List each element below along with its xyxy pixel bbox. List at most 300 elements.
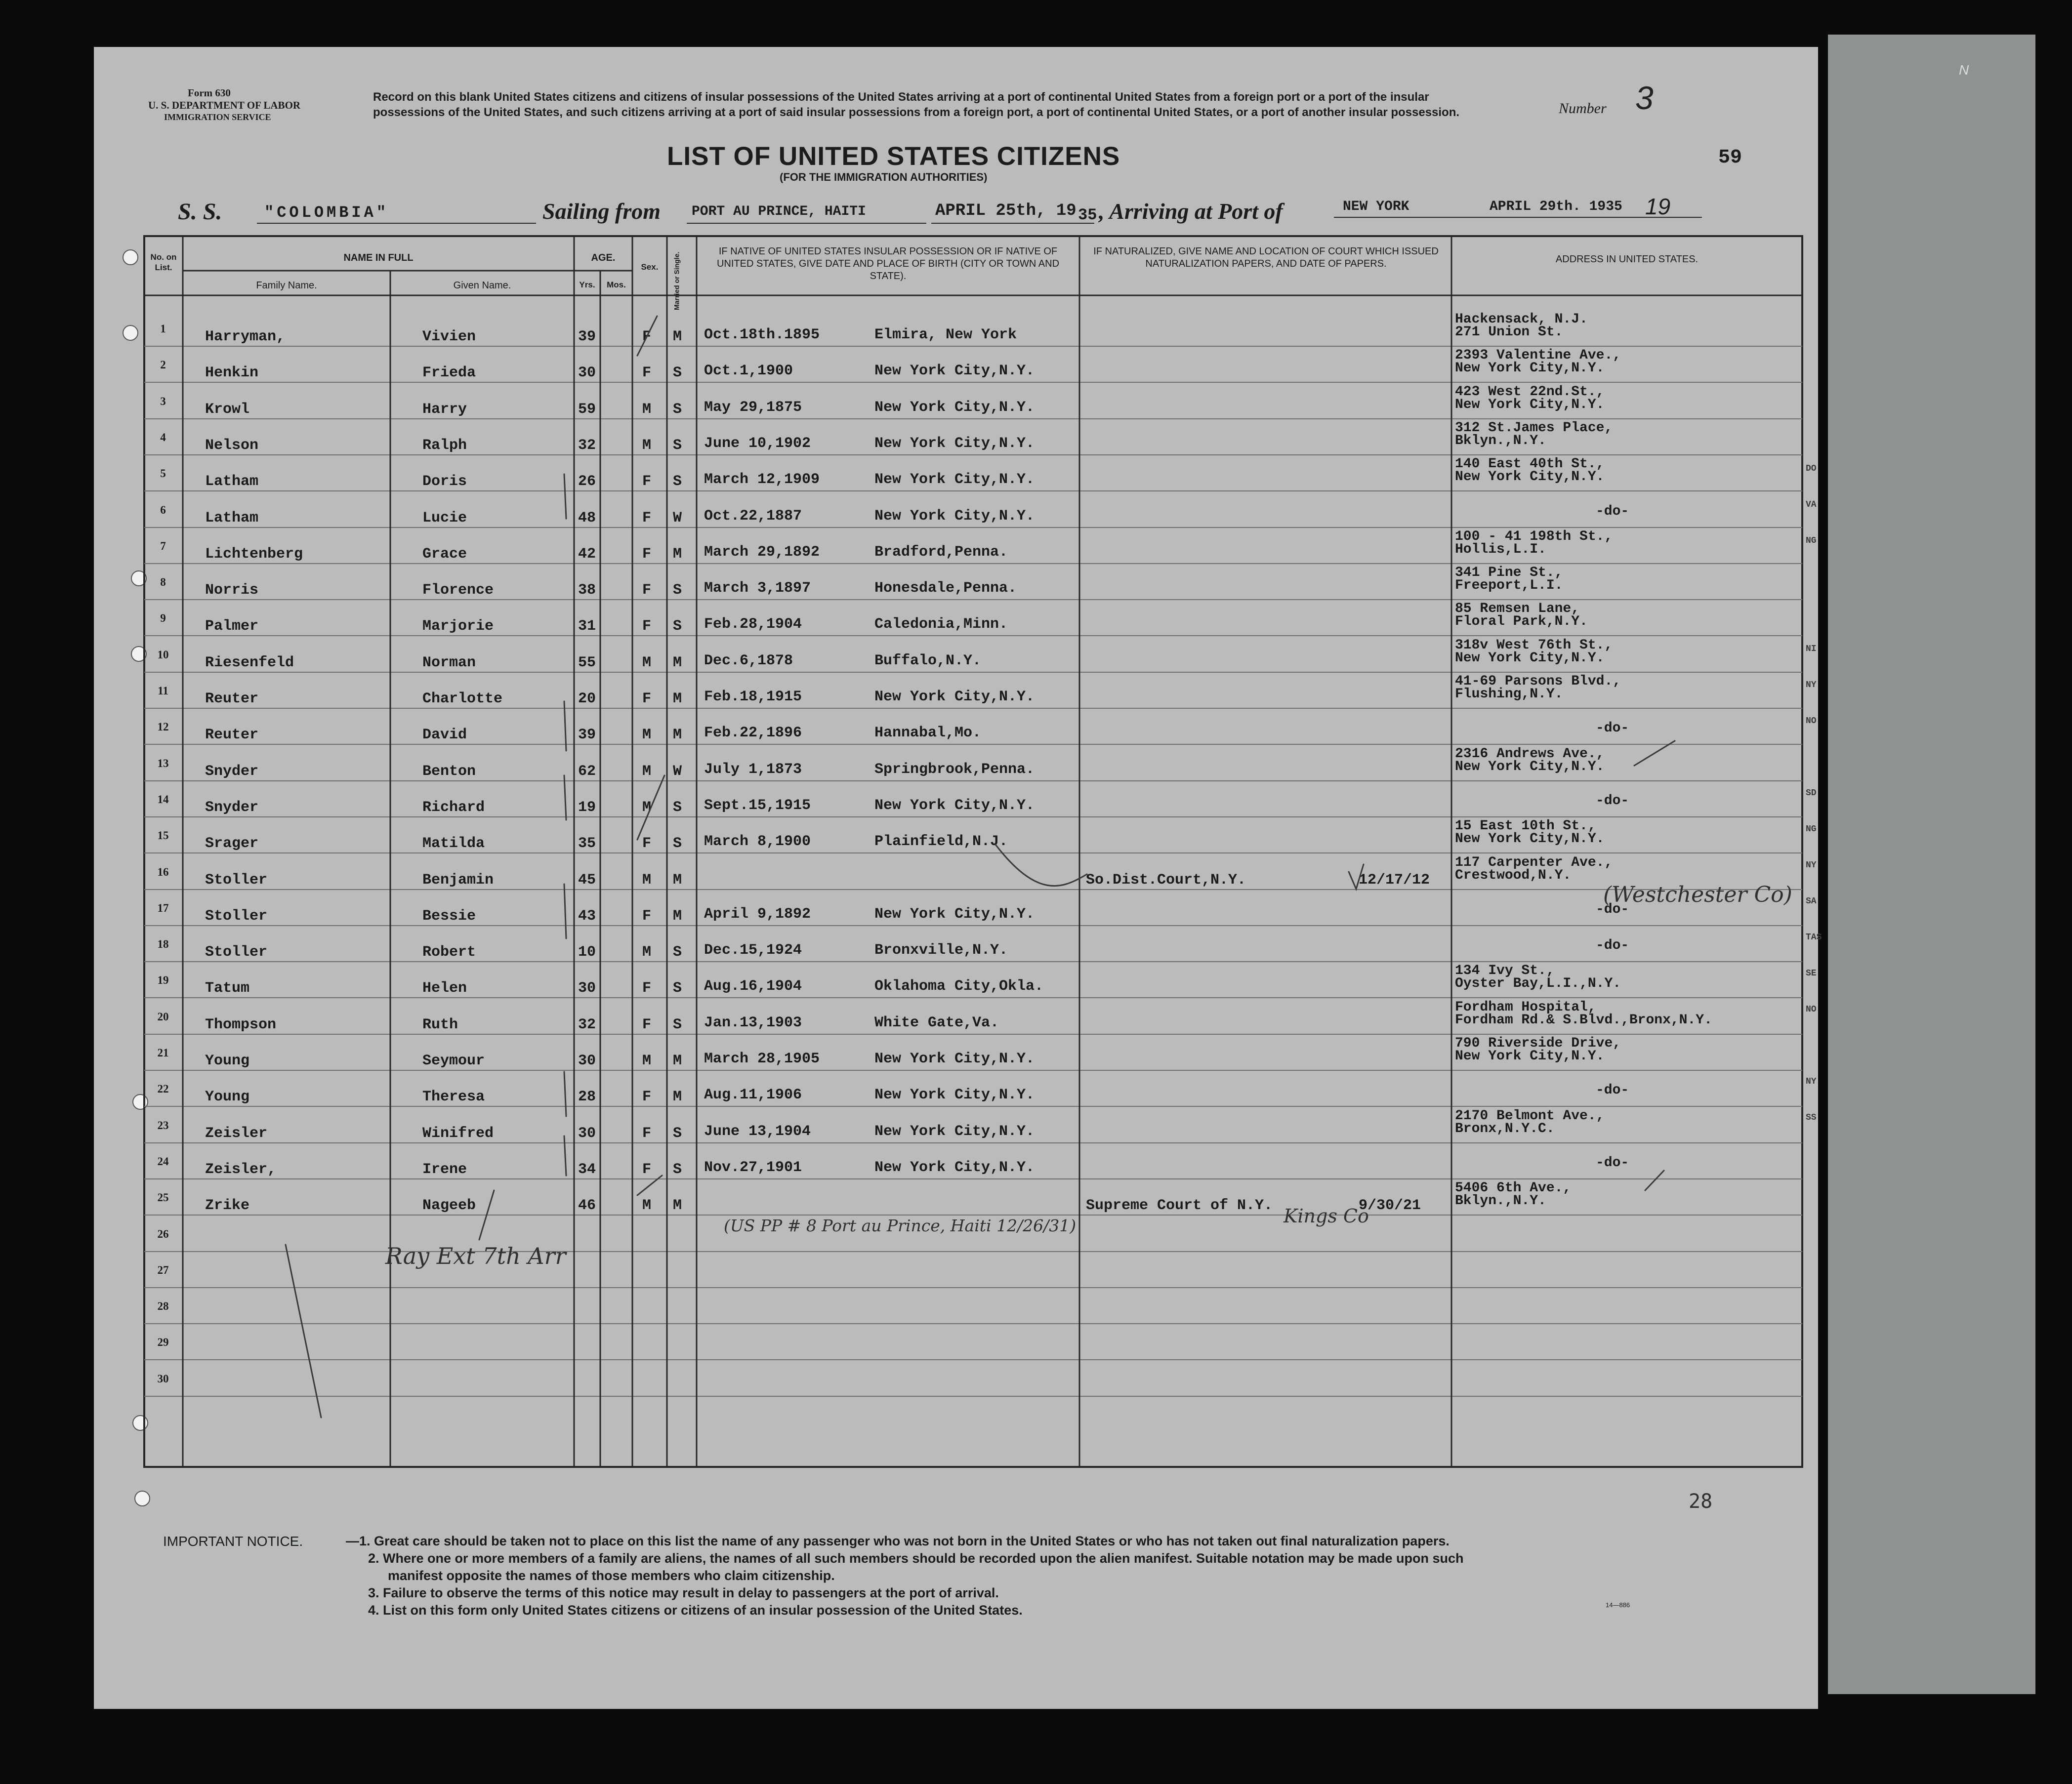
address-line2-cell: Fordham Rd.& S.Blvd.,Bronx,N.Y.	[1455, 1013, 1712, 1028]
address-line1-cell: 312 St.James Place,	[1455, 420, 1613, 436]
notice-label: IMPORTANT NOTICE.	[163, 1534, 303, 1549]
page-subtitle: (FOR THE IMMIGRATION AUTHORITIES)	[780, 171, 988, 183]
given-name-cell: Helen	[422, 980, 467, 997]
address-line1-cell: -do-	[1596, 504, 1629, 519]
address-line1-cell: 423 West 22nd.St.,	[1455, 384, 1605, 400]
row-number: 26	[157, 1228, 169, 1240]
address-line2-cell: Freeport,L.I.	[1455, 578, 1563, 593]
margin-mark: DO	[1806, 464, 1817, 474]
age-cell: 39	[578, 727, 596, 743]
margin-mark: NI	[1806, 644, 1817, 654]
address-line1-cell: 41-69 Parsons Blvd.,	[1455, 674, 1621, 689]
sex-cell: F	[642, 980, 652, 997]
col-married: Married or Single.	[672, 251, 681, 310]
sex-cell: F	[642, 1016, 652, 1033]
sex-cell: M	[642, 944, 652, 961]
court-date-cell: 9/30/21	[1359, 1197, 1421, 1214]
col-naturalized: IF NATURALIZED, GIVE NAME AND LOCATION OF COURT WHICH ISSUED NATURALIZATION PAPERS, AND DATE OF PAPERS.	[1093, 246, 1439, 269]
row-number: 12	[157, 721, 169, 733]
family-name-cell: Palmer	[205, 618, 259, 635]
given-name-cell: Harry	[422, 401, 467, 418]
sailing-label: Sailing from	[542, 199, 661, 224]
birth-place-cell: White Gate,Va.	[874, 1014, 999, 1031]
margin-mark: NO	[1806, 1005, 1817, 1014]
sex-cell: F	[642, 365, 652, 381]
margin-mark: NY	[1806, 680, 1817, 690]
age-cell: 32	[578, 437, 596, 454]
row-number: 16	[157, 866, 169, 878]
marital-status-cell: S	[673, 618, 682, 635]
family-name-cell: Stoller	[205, 944, 268, 961]
birth-place-cell: Bronxville,N.Y.	[874, 942, 1008, 959]
instructions: Record on this blank United States citizens and citizens of insular possessions of the United States arriving at a port of continental United States from a foreign port or a port of the insular possessions of the United States, and such citizens arriving at a port of said insular possessions from a foreign port, a port of continental United States, or a port of another insular possession.	[373, 90, 1460, 119]
row-number: 21	[157, 1047, 169, 1059]
family-name-cell: Latham	[205, 510, 259, 527]
row-number: 2	[160, 359, 166, 371]
age-cell: 43	[578, 908, 596, 925]
birth-place-cell: New York City,N.Y.	[874, 1123, 1035, 1140]
birth-date-cell: June 10,1902	[704, 435, 811, 452]
address-line1-cell: 117 Carpenter Ave.,	[1455, 855, 1613, 870]
age-cell: 59	[578, 401, 596, 418]
birth-date-cell: Jan.13,1903	[704, 1014, 802, 1031]
age-cell: 28	[578, 1089, 596, 1105]
family-name-cell: Norris	[205, 582, 259, 599]
marital-status-cell: M	[673, 690, 682, 707]
birth-date-cell: March 3,1897	[704, 580, 811, 597]
arriving-label: , Arriving at Port of	[1099, 199, 1283, 224]
age-cell: 19	[578, 799, 596, 816]
family-name-cell: Srager	[205, 835, 259, 852]
address-line2-cell: New York City,N.Y.	[1455, 650, 1605, 666]
page-number: 59	[1718, 147, 1742, 169]
age-cell: 31	[578, 618, 596, 635]
sex-cell: M	[642, 872, 652, 889]
court-date-cell: 12/17/12	[1359, 872, 1430, 889]
address-line1-cell: 2393 Valentine Ave.,	[1455, 348, 1621, 363]
sex-cell: F	[642, 546, 652, 563]
birth-date-cell: Aug.16,1904	[704, 978, 802, 995]
address-line1-cell: Hackensack, N.J.	[1455, 312, 1588, 327]
row-number: 10	[157, 649, 169, 661]
birth-date-cell: Dec.6,1878	[704, 652, 793, 669]
given-name-cell: Frieda	[422, 365, 476, 381]
col-family-name: Family Name.	[256, 280, 317, 291]
page-title: LIST OF UNITED STATES CITIZENS	[667, 142, 1120, 171]
birth-place-cell: New York City,N.Y.	[874, 689, 1035, 705]
marital-status-cell: S	[673, 799, 682, 816]
birth-date-cell: March 12,1909	[704, 471, 820, 488]
row-number: 29	[157, 1336, 169, 1348]
sailing-year: 35	[1078, 206, 1097, 224]
arrival-date: APRIL 29th. 1935	[1490, 199, 1622, 214]
col-name-in-full: NAME IN FULL	[343, 252, 414, 263]
address-line1-cell: -do-	[1596, 721, 1629, 736]
family-name-cell: Reuter	[205, 690, 259, 707]
birth-date-cell: July 1,1873	[704, 761, 802, 778]
sex-cell: F	[642, 835, 652, 852]
birth-place-cell: New York City,N.Y.	[874, 471, 1035, 488]
notice-item-2: 2. Where one or more members of a family are aliens, the names of all such members should be recorded upon the alien manifest. Suitable notation may be made upon such	[368, 1551, 1464, 1566]
given-name-cell: Marjorie	[422, 618, 494, 635]
row-number: 4	[160, 431, 166, 444]
address-line1-cell: Fordham Hospital,	[1455, 1000, 1596, 1015]
birth-date-cell: March 28,1905	[704, 1051, 820, 1067]
marital-status-cell: M	[673, 1089, 682, 1105]
margin-mark: NO	[1806, 716, 1817, 726]
marital-status-cell: S	[673, 1161, 682, 1178]
notice-item-4: 4. List on this form only United States citizens or citizens of an insular possession of the United States.	[368, 1603, 1023, 1618]
address-line1-cell: 318v West 76th St.,	[1455, 638, 1613, 653]
birth-place-cell: Hannabal,Mo.	[874, 725, 982, 741]
address-line2-cell: New York City,N.Y.	[1455, 361, 1605, 376]
handwritten-row26-note: Ray Ext 7th Arr	[385, 1243, 566, 1269]
marital-status-cell: S	[673, 365, 682, 381]
given-name-cell: Ruth	[422, 1016, 458, 1033]
col-sex: Sex.	[641, 262, 659, 272]
given-name-cell: Grace	[422, 546, 467, 563]
row-number: 25	[157, 1191, 169, 1204]
address-line2-cell: 271 Union St.	[1455, 324, 1563, 340]
birth-place-cell: New York City,N.Y.	[874, 1087, 1035, 1103]
birth-place-cell: Springbrook,Penna.	[874, 761, 1035, 778]
margin-mark: SE	[1806, 969, 1817, 978]
notice-item-1: —1. Great care should be taken not to place on this list the name of any passenger who was not born in the United States or who has not taken out final naturalization papers.	[346, 1534, 1450, 1548]
row-number: 20	[157, 1011, 169, 1023]
row-number: 18	[157, 938, 169, 950]
family-name-cell: Thompson	[205, 1016, 277, 1033]
sex-cell: F	[642, 510, 652, 527]
marital-status-cell: W	[673, 510, 682, 527]
arrival-year-suffix: 19	[1645, 194, 1671, 219]
birth-date-cell: April 9,1892	[704, 906, 811, 923]
sex-cell: M	[642, 1197, 652, 1214]
birth-date-cell: Aug.11,1906	[704, 1087, 802, 1103]
given-name-cell: Bessie	[422, 908, 476, 925]
given-name-cell: Richard	[422, 799, 485, 816]
given-name-cell: Theresa	[422, 1089, 485, 1105]
birth-place-cell: New York City,N.Y.	[874, 1051, 1035, 1067]
sex-cell: F	[642, 690, 652, 707]
age-cell: 32	[578, 1016, 596, 1033]
row-number: 17	[157, 902, 169, 914]
birth-date-cell: May 29,1875	[704, 399, 802, 416]
address-line1-cell: -do-	[1596, 938, 1629, 953]
address-line2-cell: Floral Park,N.Y.	[1455, 614, 1588, 629]
sailing-port: PORT AU PRINCE, HAITI	[692, 204, 866, 219]
given-name-cell: Benton	[422, 763, 476, 780]
ss-label: S. S.	[178, 199, 222, 225]
margin-mark: NY	[1806, 1077, 1817, 1087]
col-no: No. on List.	[150, 252, 177, 273]
birth-place-cell: Buffalo,N.Y.	[874, 652, 982, 669]
age-cell: 45	[578, 872, 596, 889]
family-name-cell: Krowl	[205, 401, 250, 418]
marital-status-cell: S	[673, 944, 682, 961]
birth-place-cell: New York City,N.Y.	[874, 1159, 1035, 1176]
address-line2-cell: Bronx,N.Y.C.	[1455, 1121, 1555, 1136]
age-cell: 48	[578, 510, 596, 527]
row-number: 7	[160, 540, 166, 552]
address-line1-cell: 134 Ivy St.,	[1455, 963, 1555, 978]
given-name-cell: David	[422, 727, 467, 743]
address-line1-cell: 2316 Andrews Ave.,	[1455, 746, 1605, 762]
col-given-name: Given Name.	[453, 280, 511, 291]
address-line1-cell: -do-	[1596, 1083, 1629, 1098]
birth-date-cell: Nov.27,1901	[704, 1159, 802, 1176]
col-mos: Mos.	[607, 280, 626, 289]
family-name-cell: Latham	[205, 473, 259, 490]
age-cell: 10	[578, 944, 596, 961]
margin-mark: SS	[1806, 1113, 1817, 1123]
address-line1-cell: -do-	[1596, 902, 1629, 917]
birth-place-cell: Bradford,Penna.	[874, 544, 1008, 561]
address-line2-cell: New York City,N.Y.	[1455, 831, 1605, 847]
sex-cell: M	[642, 654, 652, 671]
row-number: 24	[157, 1155, 169, 1168]
row-number: 8	[160, 576, 166, 588]
print-code: 14—886	[1606, 1601, 1630, 1609]
age-cell: 42	[578, 546, 596, 563]
page-stamp: 28	[1689, 1490, 1713, 1513]
address-line2-cell: Crestwood,N.Y.	[1455, 868, 1572, 883]
corner-mark: N	[1959, 62, 1969, 78]
row-number: 14	[157, 793, 169, 806]
margin-mark: VA	[1806, 500, 1817, 510]
given-name-cell: Ralph	[422, 437, 467, 454]
marital-status-cell: M	[673, 908, 682, 925]
marital-status-cell: S	[673, 835, 682, 852]
marital-status-cell: W	[673, 763, 682, 780]
margin-mark: NG	[1806, 824, 1817, 834]
sailing-date: APRIL 25th, 19	[935, 202, 1077, 220]
family-name-cell: Henkin	[205, 365, 259, 381]
margin-mark: SA	[1806, 896, 1817, 906]
notice-item-3: 3. Failure to observe the terms of this notice may result in delay to passengers at the port of arrival.	[368, 1585, 999, 1600]
handwritten-county-note: (Westchester Co)	[1603, 882, 1792, 907]
address-line2-cell: Oyster Bay,L.I.,N.Y.	[1455, 976, 1621, 991]
marital-status-cell: M	[673, 328, 682, 345]
marital-status-cell: M	[673, 727, 682, 743]
col-birth: IF NATIVE OF UNITED STATES INSULAR POSSESSION OR IF NATIVE OF UNITED STATES, GIVE DATE AND PLACE OF BIRTH (CITY OR TOWN AND STATE).	[716, 246, 1060, 282]
sex-cell: M	[642, 763, 652, 780]
marital-status-cell: S	[673, 401, 682, 418]
birth-date-cell: Feb.22,1896	[704, 725, 802, 741]
birth-place-cell: Oklahoma City,Okla.	[874, 978, 1044, 995]
address-line2-cell: Hollis,L.I.	[1455, 542, 1546, 557]
given-name-cell: Winifred	[422, 1125, 494, 1142]
address-line1-cell: -do-	[1596, 1155, 1629, 1171]
birth-place-cell: New York City,N.Y.	[874, 797, 1035, 814]
age-cell: 20	[578, 690, 596, 707]
notice-item-2-cont: manifest opposite the names of those members who claim citizenship.	[388, 1568, 835, 1583]
given-name-cell: Irene	[422, 1161, 467, 1178]
marital-status-cell: M	[673, 872, 682, 889]
birth-place-cell: Plainfield,N.J.	[874, 833, 1008, 850]
sex-cell: F	[642, 1089, 652, 1105]
marital-status-cell: S	[673, 1016, 682, 1033]
row-number: 19	[157, 974, 169, 986]
service: IMMIGRATION SERVICE	[164, 112, 271, 122]
sex-cell: F	[642, 328, 652, 345]
sex-cell: M	[642, 727, 652, 743]
birth-date-cell: Oct.18th.1895	[704, 326, 820, 343]
marital-status-cell: M	[673, 654, 682, 671]
family-name-cell: Young	[205, 1089, 250, 1105]
row-number: 22	[157, 1083, 169, 1095]
birth-date-cell: Feb.18,1915	[704, 689, 802, 705]
given-name-cell: Benjamin	[422, 872, 494, 889]
family-name-cell: Riesenfeld	[205, 654, 294, 671]
birth-date-cell: Dec.15,1924	[704, 942, 802, 959]
family-name-cell: Harryman,	[205, 328, 286, 345]
ship-name: "COLOMBIA"	[264, 203, 389, 222]
family-name-cell: Stoller	[205, 908, 268, 925]
sex-cell: F	[642, 1161, 652, 1178]
marital-status-cell: M	[673, 1197, 682, 1214]
age-cell: 26	[578, 473, 596, 490]
address-line2-cell: New York City,N.Y.	[1455, 397, 1605, 412]
sex-cell: M	[642, 1053, 652, 1069]
address-line2-cell: New York City,N.Y.	[1455, 759, 1605, 774]
marital-status-cell: S	[673, 582, 682, 599]
birth-date-cell: March 29,1892	[704, 544, 820, 561]
age-cell: 46	[578, 1197, 596, 1214]
age-cell: 39	[578, 328, 596, 345]
birth-place-cell: Honesdale,Penna.	[874, 580, 1017, 597]
margin-mark: NG	[1806, 536, 1817, 546]
birth-place-cell: Elmira, New York	[874, 326, 1017, 343]
marital-status-cell: M	[673, 1053, 682, 1069]
address-line1-cell: 15 East 10th St.,	[1455, 818, 1596, 834]
age-cell: 30	[578, 1053, 596, 1069]
birth-place-cell: New York City,N.Y.	[874, 906, 1035, 923]
row-number: 1	[160, 323, 166, 335]
sex-cell: F	[642, 582, 652, 599]
family-name-cell: Snyder	[205, 763, 259, 780]
margin-mark: TAS	[1806, 933, 1822, 942]
col-address: ADDRESS IN UNITED STATES.	[1555, 254, 1699, 265]
address-line2-cell: Flushing,N.Y.	[1455, 687, 1563, 702]
birth-place-cell: Caledonia,Minn.	[874, 616, 1008, 633]
birth-date-cell: Oct.22,1887	[704, 508, 802, 525]
court-cell: So.Dist.Court,N.Y.	[1086, 872, 1246, 889]
number-label: Number	[1559, 100, 1607, 117]
row-number: 6	[160, 504, 166, 516]
birth-date-cell: Feb.28,1904	[704, 616, 802, 633]
marital-status-cell: S	[673, 980, 682, 997]
sex-cell: F	[642, 908, 652, 925]
birth-date-cell: Oct.1,1900	[704, 363, 793, 379]
birth-place-cell: New York City,N.Y.	[874, 435, 1035, 452]
given-name-cell: Norman	[422, 654, 476, 671]
given-name-cell: Charlotte	[422, 690, 503, 707]
row-number: 9	[160, 612, 166, 624]
age-cell: 62	[578, 763, 596, 780]
address-line1-cell: 100 - 41 198th St.,	[1455, 529, 1613, 544]
family-name-cell: Young	[205, 1053, 250, 1069]
address-line2-cell: Bklyn.,N.Y.	[1455, 1193, 1546, 1209]
sex-cell: F	[642, 1125, 652, 1142]
given-name-cell: Doris	[422, 473, 467, 490]
age-cell: 30	[578, 1125, 596, 1142]
given-name-cell: Florence	[422, 582, 494, 599]
given-name-cell: Vivien	[422, 328, 476, 345]
sex-cell: M	[642, 401, 652, 418]
court-cell: Supreme Court of N.Y.	[1086, 1197, 1273, 1214]
family-name-cell: Zeisler,	[205, 1161, 277, 1178]
family-name-cell: Tatum	[205, 980, 250, 997]
sex-cell: M	[642, 437, 652, 454]
row-number: 23	[157, 1119, 169, 1132]
given-name-cell: Matilda	[422, 835, 485, 852]
given-name-cell: Robert	[422, 944, 476, 961]
handwritten-kings-note: Kings Co	[1284, 1205, 1369, 1227]
sex-cell: F	[642, 473, 652, 490]
row-number: 13	[157, 757, 169, 770]
margin-mark: NY	[1806, 860, 1817, 870]
marital-status-cell: M	[673, 546, 682, 563]
address-line1-cell: 140 East 40th St.,	[1455, 456, 1605, 472]
birth-date-cell: Sept.15,1915	[704, 797, 811, 814]
age-cell: 34	[578, 1161, 596, 1178]
address-line1-cell: 341 Pine St.,	[1455, 565, 1563, 580]
row-number: 28	[157, 1300, 169, 1312]
given-name-cell: Seymour	[422, 1053, 485, 1069]
family-name-cell: Stoller	[205, 872, 268, 889]
birth-place-cell: New York City,N.Y.	[874, 363, 1035, 379]
birth-place-cell: New York City,N.Y.	[874, 508, 1035, 525]
age-cell: 30	[578, 980, 596, 997]
arrival-port: NEW YORK	[1343, 199, 1409, 214]
row-number: 30	[157, 1373, 169, 1385]
row-number: 5	[160, 467, 166, 480]
department: U. S. DEPARTMENT OF LABOR	[148, 99, 301, 111]
col-yrs: Yrs.	[579, 280, 595, 289]
family-name-cell: Nelson	[205, 437, 259, 454]
age-cell: 35	[578, 835, 596, 852]
address-line2-cell: New York City,N.Y.	[1455, 1049, 1605, 1064]
family-name-cell: Reuter	[205, 727, 259, 743]
birth-date-cell: June 13,1904	[704, 1123, 811, 1140]
address-line1-cell: 790 Riverside Drive,	[1455, 1036, 1621, 1051]
row-number: 27	[157, 1264, 169, 1276]
given-name-cell: Nageeb	[422, 1197, 476, 1214]
marital-status-cell: S	[673, 473, 682, 490]
address-line2-cell: New York City,N.Y.	[1455, 469, 1605, 485]
sex-cell: M	[642, 799, 652, 816]
marital-status-cell: S	[673, 437, 682, 454]
family-name-cell: Lichtenberg	[205, 546, 303, 563]
marital-status-cell: S	[673, 1125, 682, 1142]
address-line1-cell: 5406 6th Ave.,	[1455, 1180, 1572, 1196]
age-cell: 30	[578, 365, 596, 381]
row-number: 15	[157, 829, 169, 842]
address-line1-cell: -do-	[1596, 793, 1629, 809]
age-cell: 55	[578, 654, 596, 671]
number-value: 3	[1635, 80, 1654, 116]
col-age: AGE.	[591, 252, 616, 263]
family-name-cell: Snyder	[205, 799, 259, 816]
given-name-cell: Lucie	[422, 510, 467, 527]
handwritten-passport-note: (US PP # 8 Port au Prince, Haiti 12/26/31)	[724, 1216, 1077, 1235]
address-line1-cell: 85 Remsen Lane,	[1455, 601, 1580, 616]
form-number: Form 630	[188, 87, 231, 99]
margin-mark: SD	[1806, 788, 1817, 798]
birth-date-cell: March 8,1900	[704, 833, 811, 850]
birth-place-cell: New York City,N.Y.	[874, 399, 1035, 416]
age-cell: 38	[578, 582, 596, 599]
